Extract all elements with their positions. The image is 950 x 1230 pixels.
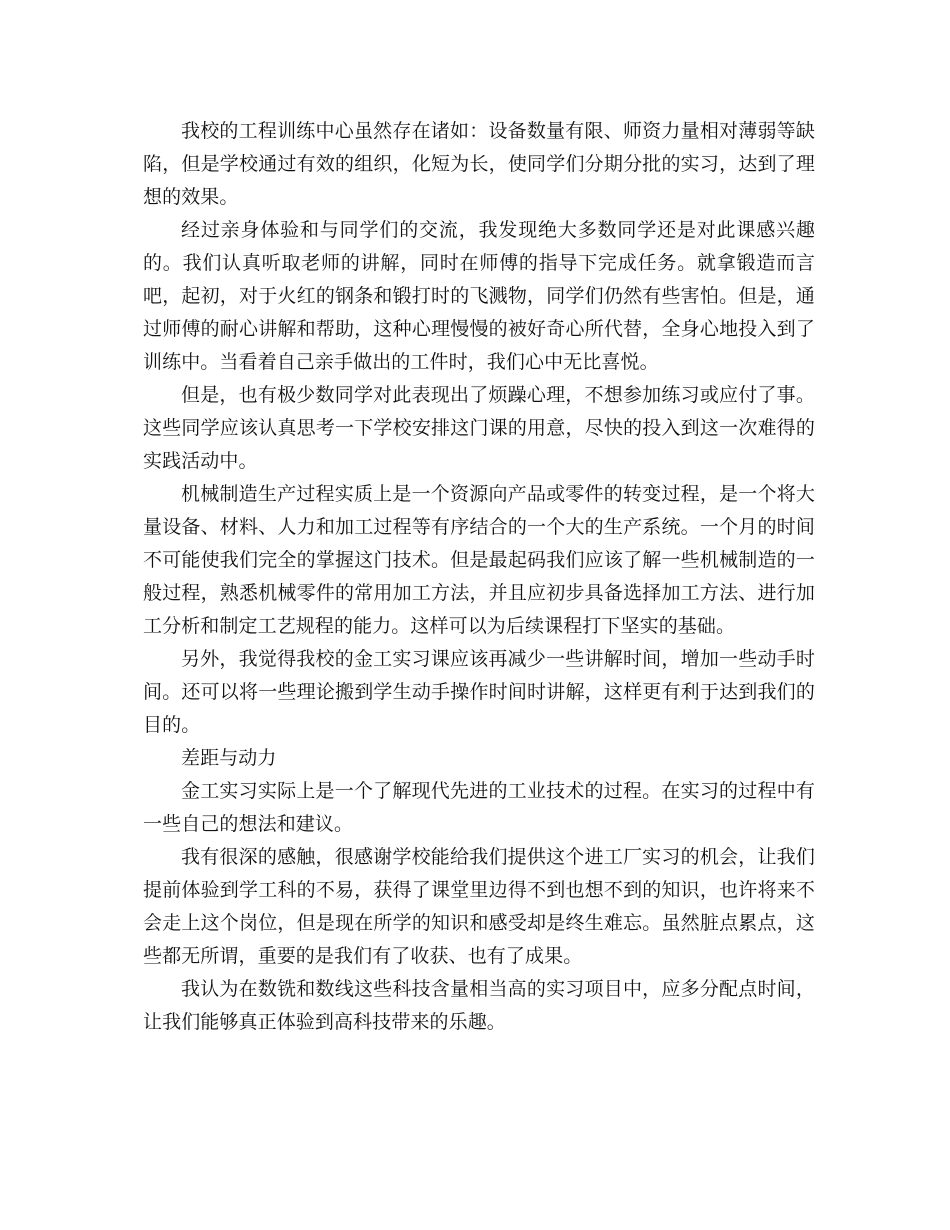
paragraph-manufacturing: 机械制造生产过程实质上是一个资源向产品或零件的转变过程，是一个将大量设备、材料、人力和加工过程等有序结合的一个大的生产系统。一个月的时间不可能使我们完全的掌握这门技术。但是最起码我们应该了解一些机械制造的一般过程，熟悉机械零件的常用加工方法，并且应初步具备选择加工方法、进行加工分析和制定工艺规程的能力。这样可以为后续课程打下坚实的基础。	[143, 483, 815, 637]
paragraph-suggestion: 另外，我觉得我校的金工实习课应该再减少一些讲解时间，增加一些动手时间。还可以将一些理论搬到学生动手操作时间时讲解，这样更有利于达到我们的目的。	[143, 648, 815, 736]
paragraph-training-center: 我校的工程训练中心虽然存在诸如：设备数量有限、师资力量相对薄弱等缺陷，但是学校通过有效的组织，化短为长，使同学们分期分批的实习，达到了理想的效果。	[143, 120, 815, 208]
paragraph-internship: 金工实习实际上是一个了解现代先进的工业技术的过程。在实习的过程中有一些自己的想法和建议。	[143, 780, 815, 835]
section-heading: 差距与动力	[181, 747, 277, 769]
paragraph-minority: 但是，也有极少数同学对此表现出了烦躁心理，不想参加练习或应付了事。这些同学应该认真思考一下学校安排这门课的用意，尽快的投入到这一次难得的实践活动中。	[143, 384, 815, 472]
document-body	[143, 115, 815, 1039]
paragraph-feelings: 我有很深的感触，很感谢学校能给我们提供这个进工厂实习的机会，让我们提前体验到学工科的不易，获得了课堂里边得不到也想不到的知识，也许将来不会走上这个岗位，但是现在所学的知识和感受却是终生难忘。虽然脏点累点，这些都无所谓，重要的是我们有了收获、也有了成果。	[143, 846, 815, 967]
paragraph-cnc: 我认为在数铣和数线这些科技含量相当高的实习项目中，应多分配点时间，让我们能够真正体验到高科技带来的乐趣。	[143, 978, 815, 1033]
paragraph-experience: 经过亲身体验和与同学们的交流，我发现绝大多数同学还是对此课感兴趣的。我们认真听取老师的讲解，同时在师傅的指导下完成任务。就拿锻造而言吧，起初，对于火红的钢条和锻打时的飞溅物，同学们仍然有些害怕。但是，通过师傅的耐心讲解和帮助，这种心理慢慢的被好奇心所代替，全身心地投入到了训练中。当看着自己亲手做出的工件时，我们心中无比喜悦。	[143, 219, 815, 373]
